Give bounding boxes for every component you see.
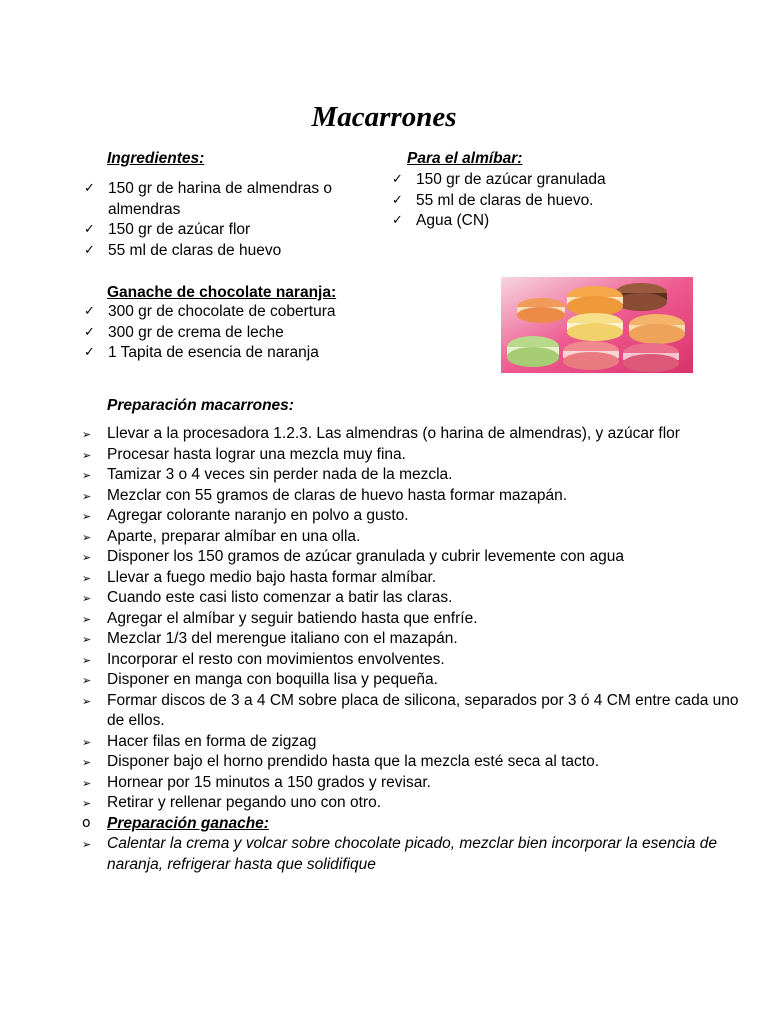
ganache-prep-step: ➢ Calentar la crema y volcar sobre chocolate picado, mezclar bien incorporar la esencia de naranja, refrigerar hasta que solidifique — [82, 835, 717, 873]
arrow-bullet-icon: ➢ — [82, 735, 92, 749]
arrow-bullet-icon: ➢ — [82, 551, 92, 564]
arrow-bullet-icon: ➢ — [82, 592, 92, 605]
list-item: ✓ 300 gr de crema de leche — [84, 323, 404, 344]
ganache-heading: Ganache de chocolate naranja: — [107, 284, 337, 301]
arrow-bullet-icon: ➢ — [82, 694, 92, 708]
syrup-list — [392, 170, 712, 232]
arrow-bullet-icon: ➢ — [82, 510, 92, 523]
list-item: ➢ Disponer los 150 gramos de azúcar granulada y cubrir levemente con agua — [82, 547, 742, 568]
check-icon: ✓ — [84, 345, 95, 360]
arrow-bullet-icon: ➢ — [82, 469, 92, 482]
arrow-bullet-icon: ➢ — [82, 428, 92, 441]
list-item: ➢ Hacer filas en forma de zigzag — [82, 732, 742, 753]
ingredients-heading: Ingredientes: — [107, 150, 205, 167]
page-title: Macarrones — [311, 101, 457, 133]
arrow-bullet-icon: ➢ — [82, 838, 92, 851]
list-item: ➢ Cuando este casi listo comenzar a batir las claras. — [82, 588, 742, 609]
list-item: ➢ Formar discos de 3 a 4 CM sobre placa de silicona, separados por 3 ó 4 CM entre cada uno de ellos. — [82, 691, 739, 729]
list-item: ➢ Llevar a la procesadora 1.2.3. Las almendras (o harina de almendras), y azúcar flor — [82, 424, 742, 445]
list-item: ➢ Mezclar 1/3 del merengue italiano con el mazapán. — [82, 629, 742, 650]
arrow-bullet-icon: ➢ — [82, 797, 92, 810]
list-item: ➢ Retirar y rellenar pegando uno con otro. — [82, 793, 742, 814]
check-icon: ✓ — [392, 213, 403, 228]
list-item: ✓ 1 Tapita de esencia de naranja — [84, 343, 404, 364]
arrow-bullet-icon: ➢ — [82, 489, 92, 503]
list-item: ✓ Agua (CN) — [392, 211, 712, 232]
ingredients-list — [84, 179, 374, 261]
list-item: ✓ 150 gr de azúcar granulada — [392, 170, 712, 191]
list-item: ➢ Agregar el almíbar y seguir batiendo hasta que enfríe. — [82, 609, 742, 630]
ganache-prep-heading-item: o Preparación ganache: — [82, 814, 269, 832]
arrow-bullet-icon: ➢ — [82, 530, 92, 544]
list-item: ➢ Llevar a fuego medio bajo hasta formar almíbar. — [82, 568, 742, 589]
list-item: ✓ 55 ml de claras de huevo — [84, 241, 374, 262]
list-item: ➢ Procesar hasta lograr una mezcla muy fina. — [82, 445, 742, 466]
list-item: ✓ 55 ml de claras de huevo. — [392, 191, 712, 212]
list-item: ➢ Incorporar el resto con movimientos envolventes. — [82, 650, 742, 671]
arrow-bullet-icon: ➢ — [82, 448, 92, 462]
list-item: ➢ Agregar colorante naranjo en polvo a gusto. — [82, 506, 742, 527]
ganache-list — [84, 302, 404, 364]
arrow-bullet-icon: ➢ — [82, 776, 92, 790]
list-item: ➢ Hornear por 15 minutos a 150 grados y revisar. — [82, 773, 742, 794]
preparation-steps — [82, 424, 742, 875]
check-icon: ✓ — [84, 304, 95, 319]
check-icon: ✓ — [84, 181, 95, 196]
macarons-photo — [501, 277, 693, 373]
syrup-heading: Para el almíbar: — [407, 150, 523, 167]
list-item: ➢ Aparte, preparar almíbar en una olla. — [82, 527, 742, 548]
arrow-bullet-icon: ➢ — [82, 674, 92, 687]
list-item: ✓ 150 gr de azúcar flor — [84, 220, 374, 241]
list-item: ➢ Disponer bajo el horno prendido hasta que la mezcla esté seca al tacto. — [82, 752, 742, 773]
check-icon: ✓ — [84, 324, 95, 340]
arrow-bullet-icon: ➢ — [82, 633, 92, 646]
list-item: ✓ 300 gr de chocolate de cobertura — [84, 302, 404, 323]
list-item: ➢ Tamizar 3 o 4 veces sin perder nada de la mezcla. — [82, 465, 742, 486]
list-item: ✓ 150 gr de harina de almendras o almendras — [84, 180, 333, 218]
list-item: ➢ Mezclar con 55 gramos de claras de huevo hasta formar mazapán. — [82, 486, 742, 507]
check-icon: ✓ — [392, 192, 403, 208]
circle-bullet-icon: o — [82, 814, 91, 831]
list-item: ➢ Disponer en manga con boquilla lisa y pequeña. — [82, 670, 742, 691]
arrow-bullet-icon: ➢ — [82, 571, 92, 585]
arrow-bullet-icon: ➢ — [82, 653, 92, 667]
check-icon: ✓ — [84, 242, 95, 258]
check-icon: ✓ — [392, 172, 403, 187]
preparation-heading: Preparación macarrones: — [107, 397, 294, 414]
check-icon: ✓ — [84, 222, 95, 237]
arrow-bullet-icon: ➢ — [82, 612, 92, 626]
arrow-bullet-icon: ➢ — [82, 756, 92, 769]
